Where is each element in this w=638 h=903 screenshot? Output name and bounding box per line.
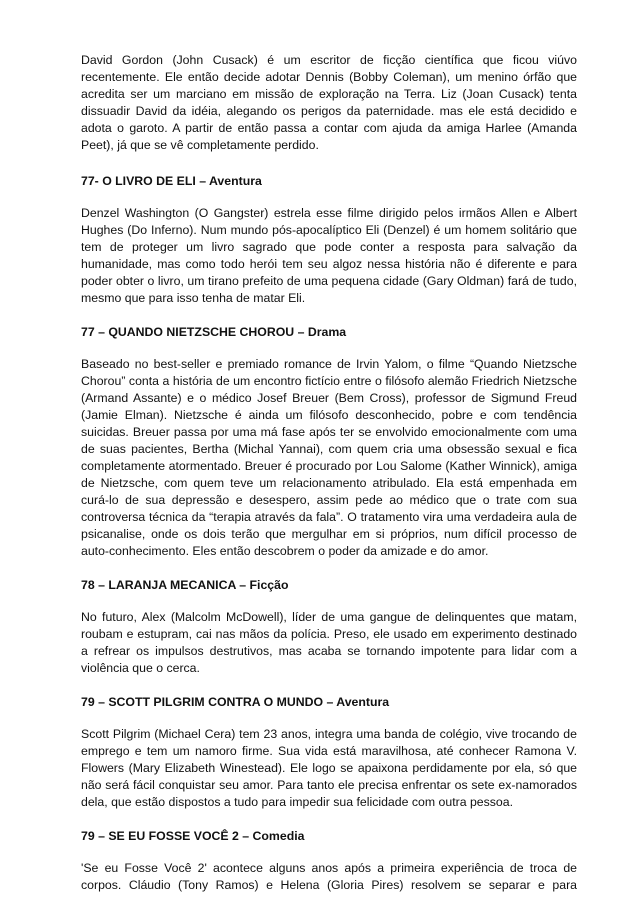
intro-paragraph: David Gordon (John Cusack) é um escritor de ficção científica que ficou viúvo recentemente. Ele então decide adotar Dennis (Bobby Coleman), um menino órfão que acredita ser um marciano em missão de exploração na Terra. Liz (Joan Cusack) tenta dissuadir David da idéia, alegando os perigos da paternidade. mas ele está decidido e adota o garoto. A partir de então passa a contar com ajuda da amiga Harlee (Amanda Peet), já que se vê completamente perdido. [81,53,577,152]
document-body [81,52,577,894]
section-heading-se-eu-fosse-voce-2: 79 – SE EU FOSSE VOCÊ 2 – Comedia [81,829,305,843]
section-heading-laranja-mecanica: 78 – LARANJA MECANICA – Ficção [81,578,289,592]
section-paragraph-quando-nietzsche-chorou: Baseado no best-seller e premiado romance de Irvin Yalom, o filme “Quando Nietzsche Chorou” conta a história de um encontro fictício entre o filósofo alemão Friedrich Nietzsche (Armand Assante) e o médico Josef Breuer (Bem Cross), professor de Sigmund Freud (Jamie Elman). Nietzsche é ainda um filósofo desconhecido, pobre e com tendência suicidas. Breuer passa por uma má fase após ter se envolvido emocionalmente com uma de suas pacientes, Bertha (Michal Yannai), com quem cria uma obsessão sexual e fica completamente atormentado. Breuer é procurado por Lou Salome (Kather Winnick), amiga de Nietzsche, com quem teve um relacionamento atribulado. Ela está empenhada em curá-lo de sua depressão e desespero, assim pede ao médico que o trate com sua controversa técnica da “terapia através da fala”. O tratamento vira uma verdadeira aula de psicanalise, onde os dois terão que mergulhar em si próprios, num difícil processo de auto-conhecimento. Eles então descobrem o poder da amizade e do amor. [81,357,577,558]
section-heading-scott-pilgrim: 79 – SCOTT PILGRIM CONTRA O MUNDO – Aventura [81,695,390,709]
section-paragraph-scott-pilgrim: Scott Pilgrim (Michael Cera) tem 23 anos, integra uma banda de colégio, vive trocando de emprego e tem um namoro firme. Sua vida está maravilhosa, até conhecer Ramona V. Flowers (Mary Elizabeth Winestead). Ele logo se apaixona perdidamente por ela, só que não será fácil conquistar seu amor. Para tanto ele precisa enfrentar os sete ex-namorados dela, que estão dispostos a tudo para impedir sua felicidade com outra pessoa. [81,727,577,809]
section-heading-livro-de-eli: 77- O LIVRO DE ELI – Aventura [81,174,262,188]
section-heading-quando-nietzsche-chorou: 77 – QUANDO NIETZSCHE CHOROU – Drama [81,325,347,339]
section-paragraph-laranja-mecanica: No futuro, Alex (Malcolm McDowell), líder de uma gangue de delinquentes que matam, roubam e estupram, cai nas mãos da polícia. Preso, ele usado em experimento destinado a refrear os impulsos destrutivos, mas acaba se tornando impotente para lidar com a violência que o cerca. [81,610,577,675]
section-paragraph-se-eu-fosse-voce-2: 'Se eu Fosse Você 2' acontece alguns anos após a primeira experiência de troca de corpos. Cláudio (Tony Ramos) e Helena (Gloria Pires) resolvem se separar e para [81,861,577,892]
section-paragraph-livro-de-eli: Denzel Washington (O Gangster) estrela esse filme dirigido pelos irmãos Allen e Albert Hughes (Do Inferno). Num mundo pós-apocalíptico Eli (Denzel) é um homem solitário que tem de proteger um livro sagrado que pode conter a resposta para salvação da humanidade, mas como todo herói tem seu algoz nessa história não é diferente e para poder obter o livro, um tirano prefeito de uma pequena cidade (Gary Oldman) fará de tudo, mesmo que para isso tenha de matar Eli. [81,206,577,305]
